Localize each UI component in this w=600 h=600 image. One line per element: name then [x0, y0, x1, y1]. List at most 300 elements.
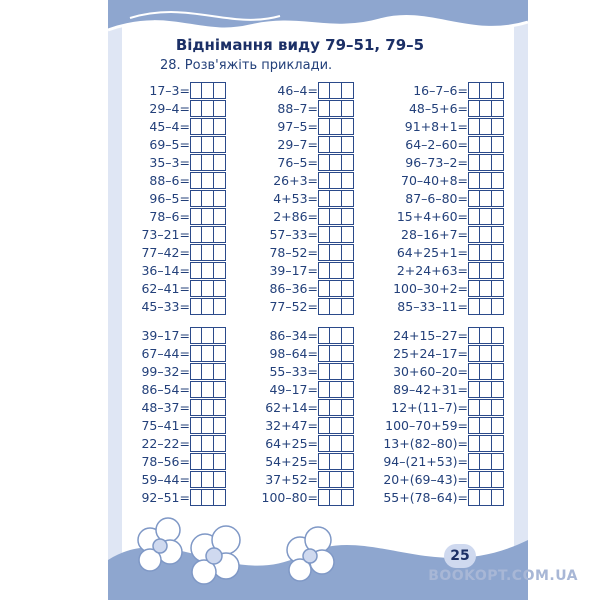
exercise-row [118, 453, 230, 471]
answer-cell[interactable] [214, 453, 226, 470]
answer-boxes[interactable] [318, 82, 354, 100]
answer-boxes[interactable] [190, 399, 226, 417]
answer-cell[interactable] [318, 381, 330, 398]
answer-cell[interactable] [492, 280, 504, 297]
answer-boxes[interactable] [318, 118, 354, 136]
answer-cell[interactable] [342, 381, 354, 398]
answer-cell[interactable] [468, 82, 480, 99]
answer-cell[interactable] [318, 345, 330, 362]
answer-cell[interactable] [318, 100, 330, 117]
answer-cell[interactable] [214, 471, 226, 488]
answer-boxes[interactable] [318, 172, 354, 190]
answer-cell[interactable] [190, 208, 202, 225]
exercise-expression: 69–5= [149, 137, 190, 152]
answer-cell[interactable] [468, 489, 480, 506]
exercise-row [118, 208, 230, 226]
exercise-expression: 29–7= [277, 137, 318, 152]
answer-cell[interactable] [480, 363, 492, 380]
answer-boxes[interactable] [190, 471, 226, 489]
answer-cell[interactable] [480, 154, 492, 171]
exercise-row [118, 381, 230, 399]
answer-cell[interactable] [492, 345, 504, 362]
answer-cell[interactable] [202, 136, 214, 153]
answer-cell[interactable] [492, 471, 504, 488]
answer-cell[interactable] [480, 136, 492, 153]
answer-boxes[interactable] [318, 327, 354, 345]
answer-cell[interactable] [202, 226, 214, 243]
answer-cell[interactable] [190, 327, 202, 344]
answer-cell[interactable] [318, 453, 330, 470]
answer-cell[interactable] [468, 280, 480, 297]
answer-cell[interactable] [202, 381, 214, 398]
answer-cell[interactable] [468, 118, 480, 135]
answer-cell[interactable] [214, 136, 226, 153]
answer-cell[interactable] [480, 100, 492, 117]
answer-cell[interactable] [190, 453, 202, 470]
answer-boxes[interactable] [190, 244, 226, 262]
answer-cell[interactable] [330, 327, 342, 344]
answer-cell[interactable] [342, 226, 354, 243]
answer-cell[interactable] [468, 136, 480, 153]
answer-boxes[interactable] [190, 208, 226, 226]
answer-cell[interactable] [492, 100, 504, 117]
answer-cell[interactable] [318, 244, 330, 261]
answer-cell[interactable] [468, 190, 480, 207]
answer-boxes[interactable] [190, 363, 226, 381]
exercise-row [118, 489, 230, 507]
answer-cell[interactable] [202, 327, 214, 344]
answer-boxes[interactable] [468, 154, 504, 172]
answer-cell[interactable] [468, 226, 480, 243]
answer-cell[interactable] [190, 136, 202, 153]
answer-cell[interactable] [480, 399, 492, 416]
answer-boxes[interactable] [318, 489, 354, 507]
answer-cell[interactable] [468, 244, 480, 261]
answer-cell[interactable] [330, 244, 342, 261]
exercise-expression: 96–5= [149, 191, 190, 206]
answer-cell[interactable] [330, 345, 342, 362]
answer-boxes[interactable] [190, 417, 226, 435]
answer-cell[interactable] [190, 399, 202, 416]
answer-cell[interactable] [468, 100, 480, 117]
answer-boxes[interactable] [468, 190, 504, 208]
answer-cell[interactable] [190, 262, 202, 279]
answer-cell[interactable] [318, 154, 330, 171]
answer-boxes[interactable] [190, 435, 226, 453]
answer-cell[interactable] [342, 172, 354, 189]
answer-cell[interactable] [480, 381, 492, 398]
exercise-expression: 28–16+7= [401, 227, 468, 242]
answer-cell[interactable] [190, 363, 202, 380]
exercise-row [118, 100, 230, 118]
answer-cell[interactable] [330, 280, 342, 297]
answer-cell[interactable] [468, 208, 480, 225]
answer-cell[interactable] [202, 471, 214, 488]
answer-cell[interactable] [492, 244, 504, 261]
answer-boxes[interactable] [468, 417, 504, 435]
answer-boxes[interactable] [468, 363, 504, 381]
answer-cell[interactable] [190, 489, 202, 506]
answer-boxes[interactable] [318, 298, 354, 316]
answer-cell[interactable] [492, 399, 504, 416]
answer-boxes[interactable] [318, 100, 354, 118]
answer-boxes[interactable] [190, 154, 226, 172]
answer-cell[interactable] [342, 298, 354, 315]
answer-boxes[interactable] [190, 172, 226, 190]
answer-cell[interactable] [214, 489, 226, 506]
answer-cell[interactable] [330, 226, 342, 243]
answer-cell[interactable] [342, 82, 354, 99]
answer-cell[interactable] [330, 435, 342, 452]
answer-cell[interactable] [492, 489, 504, 506]
exercise-row [118, 417, 230, 435]
answer-cell[interactable] [318, 208, 330, 225]
answer-boxes[interactable] [190, 226, 226, 244]
answer-cell[interactable] [492, 363, 504, 380]
answer-boxes[interactable] [468, 118, 504, 136]
answer-boxes[interactable] [190, 298, 226, 316]
answer-boxes[interactable] [190, 118, 226, 136]
answer-cell[interactable] [202, 262, 214, 279]
answer-boxes[interactable] [468, 100, 504, 118]
exercise-expression: 88–7= [277, 101, 318, 116]
answer-cell[interactable] [214, 417, 226, 434]
answer-cell[interactable] [480, 262, 492, 279]
answer-cell[interactable] [468, 435, 480, 452]
answer-cell[interactable] [342, 417, 354, 434]
answer-cell[interactable] [330, 190, 342, 207]
answer-boxes[interactable] [318, 417, 354, 435]
answer-cell[interactable] [190, 172, 202, 189]
answer-cell[interactable] [342, 244, 354, 261]
answer-cell[interactable] [202, 280, 214, 297]
answer-cell[interactable] [492, 435, 504, 452]
answer-cell[interactable] [492, 381, 504, 398]
answer-cell[interactable] [214, 327, 226, 344]
answer-boxes[interactable] [190, 100, 226, 118]
answer-cell[interactable] [214, 298, 226, 315]
answer-cell[interactable] [480, 82, 492, 99]
answer-boxes[interactable] [468, 435, 504, 453]
answer-cell[interactable] [342, 154, 354, 171]
answer-boxes[interactable] [468, 244, 504, 262]
answer-cell[interactable] [480, 471, 492, 488]
answer-boxes[interactable] [468, 262, 504, 280]
answer-cell[interactable] [330, 262, 342, 279]
answer-cell[interactable] [214, 82, 226, 99]
answer-cell[interactable] [214, 381, 226, 398]
answer-cell[interactable] [492, 417, 504, 434]
answer-cell[interactable] [468, 262, 480, 279]
exercise-expression: 17–3= [149, 83, 190, 98]
answer-cell[interactable] [214, 435, 226, 452]
answer-cell[interactable] [190, 82, 202, 99]
answer-cell[interactable] [318, 82, 330, 99]
answer-boxes[interactable] [468, 136, 504, 154]
answer-boxes[interactable] [190, 453, 226, 471]
answer-cell[interactable] [318, 172, 330, 189]
answer-cell[interactable] [202, 190, 214, 207]
answer-cell[interactable] [214, 172, 226, 189]
answer-cell[interactable] [202, 118, 214, 135]
answer-cell[interactable] [342, 399, 354, 416]
answer-cell[interactable] [318, 489, 330, 506]
answer-cell[interactable] [318, 399, 330, 416]
answer-boxes[interactable] [318, 190, 354, 208]
answer-cell[interactable] [468, 453, 480, 470]
answer-cell[interactable] [342, 327, 354, 344]
exercise-expression: 29–4= [149, 101, 190, 116]
answer-cell[interactable] [492, 453, 504, 470]
answer-cell[interactable] [330, 172, 342, 189]
answer-boxes[interactable] [318, 471, 354, 489]
exercise-expression: 97–5= [277, 119, 318, 134]
answer-cell[interactable] [202, 82, 214, 99]
answer-cell[interactable] [468, 172, 480, 189]
answer-cell[interactable] [202, 100, 214, 117]
answer-cell[interactable] [202, 435, 214, 452]
answer-cell[interactable] [480, 244, 492, 261]
answer-cell[interactable] [342, 262, 354, 279]
answer-cell[interactable] [492, 190, 504, 207]
answer-cell[interactable] [330, 453, 342, 470]
answer-cell[interactable] [492, 208, 504, 225]
answer-cell[interactable] [480, 118, 492, 135]
answer-cell[interactable] [330, 399, 342, 416]
answer-cell[interactable] [480, 208, 492, 225]
answer-cell[interactable] [318, 471, 330, 488]
answer-boxes[interactable] [468, 471, 504, 489]
answer-cell[interactable] [330, 363, 342, 380]
answer-cell[interactable] [492, 262, 504, 279]
answer-cell[interactable] [480, 435, 492, 452]
exercise-row [118, 118, 230, 136]
answer-cell[interactable] [214, 118, 226, 135]
answer-boxes[interactable] [468, 226, 504, 244]
answer-cell[interactable] [480, 453, 492, 470]
exercise-row [248, 345, 358, 363]
answer-cell[interactable] [468, 154, 480, 171]
answer-cell[interactable] [342, 489, 354, 506]
answer-cell[interactable] [480, 345, 492, 362]
answer-boxes[interactable] [318, 435, 354, 453]
answer-cell[interactable] [468, 471, 480, 488]
answer-cell[interactable] [190, 280, 202, 297]
answer-cell[interactable] [480, 298, 492, 315]
answer-boxes[interactable] [468, 172, 504, 190]
answer-cell[interactable] [202, 399, 214, 416]
answer-boxes[interactable] [468, 381, 504, 399]
answer-cell[interactable] [468, 345, 480, 362]
answer-cell[interactable] [342, 280, 354, 297]
answer-cell[interactable] [318, 298, 330, 315]
answer-cell[interactable] [342, 453, 354, 470]
answer-cell[interactable] [342, 363, 354, 380]
answer-cell[interactable] [318, 190, 330, 207]
answer-cell[interactable] [480, 280, 492, 297]
answer-cell[interactable] [190, 298, 202, 315]
exercise-row [248, 100, 358, 118]
answer-cell[interactable] [190, 100, 202, 117]
answer-cell[interactable] [330, 82, 342, 99]
answer-cell[interactable] [202, 154, 214, 171]
answer-cell[interactable] [330, 118, 342, 135]
answer-boxes[interactable] [468, 327, 504, 345]
answer-boxes[interactable] [468, 345, 504, 363]
answer-boxes[interactable] [468, 399, 504, 417]
answer-cell[interactable] [330, 381, 342, 398]
answer-cell[interactable] [214, 100, 226, 117]
answer-cell[interactable] [202, 345, 214, 362]
exercise-row [118, 244, 230, 262]
answer-cell[interactable] [214, 262, 226, 279]
answer-cell[interactable] [342, 136, 354, 153]
answer-cell[interactable] [214, 345, 226, 362]
exercise-row [248, 381, 358, 399]
answer-cell[interactable] [202, 208, 214, 225]
answer-cell[interactable] [492, 154, 504, 171]
answer-cell[interactable] [202, 453, 214, 470]
answer-cell[interactable] [318, 327, 330, 344]
answer-boxes[interactable] [468, 489, 504, 507]
answer-boxes[interactable] [318, 345, 354, 363]
answer-boxes[interactable] [190, 327, 226, 345]
answer-boxes[interactable] [318, 381, 354, 399]
answer-cell[interactable] [214, 363, 226, 380]
answer-cell[interactable] [330, 298, 342, 315]
answer-cell[interactable] [202, 298, 214, 315]
answer-cell[interactable] [342, 100, 354, 117]
answer-cell[interactable] [342, 471, 354, 488]
answer-cell[interactable] [342, 435, 354, 452]
answer-cell[interactable] [318, 435, 330, 452]
answer-boxes[interactable] [318, 244, 354, 262]
answer-cell[interactable] [318, 226, 330, 243]
answer-cell[interactable] [480, 327, 492, 344]
answer-cell[interactable] [492, 226, 504, 243]
answer-boxes[interactable] [468, 208, 504, 226]
answer-cell[interactable] [468, 363, 480, 380]
answer-boxes[interactable] [318, 453, 354, 471]
exercise-row [118, 172, 230, 190]
answer-boxes[interactable] [190, 489, 226, 507]
answer-boxes[interactable] [190, 190, 226, 208]
exercise-column-top-2 [248, 82, 360, 316]
answer-cell[interactable] [342, 118, 354, 135]
answer-cell[interactable] [190, 435, 202, 452]
answer-cell[interactable] [190, 118, 202, 135]
answer-cell[interactable] [468, 327, 480, 344]
answer-cell[interactable] [214, 399, 226, 416]
answer-boxes[interactable] [468, 82, 504, 100]
answer-cell[interactable] [318, 262, 330, 279]
answer-boxes[interactable] [318, 262, 354, 280]
exercise-expression: 70–40+8= [401, 173, 468, 188]
answer-cell[interactable] [190, 345, 202, 362]
answer-boxes[interactable] [318, 154, 354, 172]
answer-cell[interactable] [342, 345, 354, 362]
answer-cell[interactable] [342, 190, 354, 207]
answer-cell[interactable] [492, 82, 504, 99]
answer-boxes[interactable] [318, 226, 354, 244]
answer-boxes[interactable] [318, 399, 354, 417]
answer-cell[interactable] [190, 417, 202, 434]
answer-boxes[interactable] [468, 453, 504, 471]
answer-cell[interactable] [330, 100, 342, 117]
answer-cell[interactable] [492, 136, 504, 153]
answer-cell[interactable] [214, 244, 226, 261]
answer-cell[interactable] [492, 298, 504, 315]
answer-boxes[interactable] [190, 280, 226, 298]
answer-cell[interactable] [330, 208, 342, 225]
answer-cell[interactable] [318, 118, 330, 135]
answer-boxes[interactable] [318, 136, 354, 154]
answer-cell[interactable] [190, 471, 202, 488]
answer-cell[interactable] [214, 154, 226, 171]
answer-boxes[interactable] [318, 280, 354, 298]
answer-cell[interactable] [330, 489, 342, 506]
answer-boxes[interactable] [190, 136, 226, 154]
answer-cell[interactable] [190, 154, 202, 171]
answer-cell[interactable] [480, 226, 492, 243]
answer-cell[interactable] [202, 363, 214, 380]
answer-boxes[interactable] [190, 82, 226, 100]
answer-cell[interactable] [202, 244, 214, 261]
answer-cell[interactable] [468, 381, 480, 398]
answer-cell[interactable] [214, 226, 226, 243]
exercise-row [248, 118, 358, 136]
answer-cell[interactable] [480, 190, 492, 207]
answer-cell[interactable] [190, 190, 202, 207]
answer-cell[interactable] [318, 417, 330, 434]
answer-boxes[interactable] [468, 280, 504, 298]
answer-cell[interactable] [468, 417, 480, 434]
answer-cell[interactable] [318, 136, 330, 153]
answer-cell[interactable] [214, 208, 226, 225]
answer-cell[interactable] [330, 136, 342, 153]
answer-cell[interactable] [202, 172, 214, 189]
answer-cell[interactable] [468, 298, 480, 315]
answer-cell[interactable] [318, 280, 330, 297]
answer-cell[interactable] [190, 381, 202, 398]
answer-cell[interactable] [330, 471, 342, 488]
answer-cell[interactable] [492, 172, 504, 189]
answer-cell[interactable] [330, 417, 342, 434]
answer-cell[interactable] [342, 208, 354, 225]
answer-boxes[interactable] [318, 208, 354, 226]
answer-cell[interactable] [318, 363, 330, 380]
answer-cell[interactable] [480, 417, 492, 434]
answer-boxes[interactable] [318, 363, 354, 381]
answer-boxes[interactable] [190, 262, 226, 280]
answer-cell[interactable] [190, 244, 202, 261]
answer-cell[interactable] [214, 190, 226, 207]
answer-boxes[interactable] [190, 381, 226, 399]
answer-cell[interactable] [492, 327, 504, 344]
exercise-row [248, 172, 358, 190]
answer-cell[interactable] [202, 489, 214, 506]
answer-cell[interactable] [480, 172, 492, 189]
answer-cell[interactable] [492, 118, 504, 135]
answer-cell[interactable] [202, 417, 214, 434]
answer-cell[interactable] [480, 489, 492, 506]
answer-cell[interactable] [468, 399, 480, 416]
answer-cell[interactable] [190, 226, 202, 243]
answer-boxes[interactable] [468, 298, 504, 316]
answer-boxes[interactable] [190, 345, 226, 363]
answer-cell[interactable] [330, 154, 342, 171]
answer-cell[interactable] [214, 280, 226, 297]
